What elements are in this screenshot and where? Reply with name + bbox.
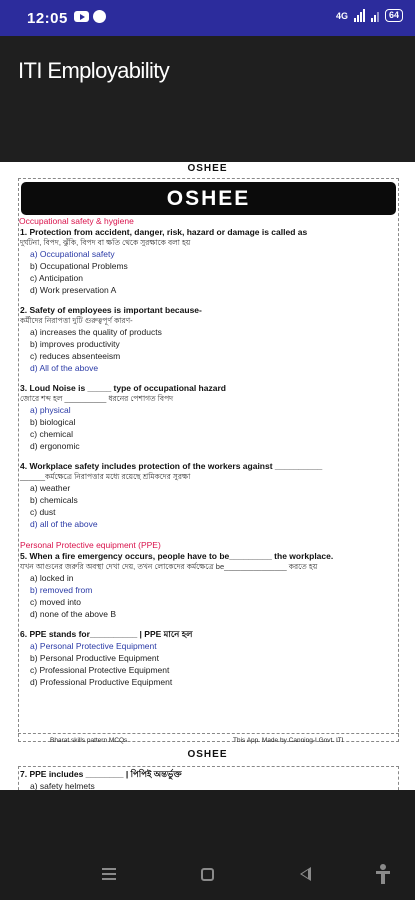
next-page-header: OSHEE <box>187 749 228 760</box>
question-translation: ______কর্মক্ষেত্রে নিরাপত্তার মধ্যে রয়েছে শ্রমিকদের সুরক্ষা <box>20 472 191 481</box>
topic-heading: Personal Protective equipment (PPE) <box>20 540 161 550</box>
option-list <box>20 640 398 688</box>
back-icon[interactable] <box>300 867 311 881</box>
answer-option: a) Personal Protective Equipment <box>30 641 157 651</box>
option: d) none of the above B <box>30 609 117 619</box>
option: c) Anticipation <box>30 273 83 283</box>
status-indicators <box>336 9 403 22</box>
option: a) safety helmets <box>30 781 95 790</box>
next-pdf-page <box>18 766 399 790</box>
option-list <box>20 404 398 452</box>
question-text: 4. Workplace safety includes protection of the workers against __________ <box>20 461 323 471</box>
status-bar <box>0 0 415 36</box>
option-list <box>20 326 398 374</box>
answer-option: a) Occupational safety <box>30 249 115 259</box>
page-header: OSHEE <box>187 163 228 174</box>
background-strip <box>0 790 415 850</box>
question-text: 1. Protection from accident, danger, risk, hazard or damage is called as <box>20 227 308 237</box>
question-translation: কর্মীদের নিরাপত্তা দুটি গুরুত্বপূর্ণ কারণ- <box>20 316 133 325</box>
option: c) chemical <box>30 429 73 439</box>
question-block <box>19 452 398 530</box>
option: c) dust <box>30 507 56 517</box>
question-text: 6. PPE stands for__________ | PPE মানে হল <box>20 629 193 639</box>
option: b) chemicals <box>30 495 78 505</box>
question-text: 5. When a fire emergency occurs, people have to be_________ the workplace. <box>20 551 334 561</box>
signal-2-icon <box>371 9 379 22</box>
answer-option: d) all of the above <box>30 519 98 529</box>
option: d) ergonomic <box>30 441 80 451</box>
question-block <box>19 374 398 452</box>
answer-option: d) All of the above <box>30 363 99 373</box>
messenger-icon <box>93 10 106 23</box>
page-footer-divider <box>18 733 399 734</box>
question-translation: দুর্ঘটনা, বিপদ, ঝুঁকি, বিপদ বা ক্ষতি থেকে সুরক্ষাকে বলা হয় <box>20 238 191 247</box>
app-title: ITI Employability <box>18 58 170 83</box>
option-list <box>20 482 398 530</box>
option: c) reduces absenteeism <box>30 351 121 361</box>
question-text: 2. Safety of employees is important because- <box>20 305 202 315</box>
pdf-viewer[interactable] <box>0 162 415 790</box>
recents-icon[interactable] <box>102 868 116 880</box>
question-translation: জোরে শব্দ হল __________ ধরনের পেশাগত বিপদ <box>20 394 174 403</box>
notification-icons <box>74 11 106 23</box>
page-banner: OSHEE <box>21 182 396 215</box>
status-time: 12:05 <box>27 10 68 27</box>
accessibility-icon[interactable] <box>376 864 390 884</box>
option: a) locked in <box>30 573 74 583</box>
question-block <box>19 227 398 296</box>
option: d) Professional Productive Equipment <box>30 677 173 687</box>
option-list <box>20 572 398 620</box>
navigation-bar <box>0 850 415 900</box>
question-text: 7. PPE includes ________ | পিপিই অন্তর্ভুক্ত <box>20 769 182 779</box>
option: c) moved into <box>30 597 82 607</box>
option-list <box>20 248 398 296</box>
option: b) Occupational Problems <box>30 261 128 271</box>
option: d) Work preservation A <box>30 285 117 295</box>
answer-option: a) physical <box>30 405 71 415</box>
question-block <box>19 620 398 688</box>
question-block <box>19 296 398 374</box>
footer-right-text: This App. Made by Canning-I Govt. ITI <box>233 737 344 744</box>
home-icon[interactable] <box>201 868 214 881</box>
option: b) improves productivity <box>30 339 120 349</box>
topic-heading: Occupational safety & hygiene <box>19 216 134 226</box>
question-list <box>19 227 398 688</box>
answer-option: b) removed from <box>30 585 93 595</box>
option: b) biological <box>30 417 76 427</box>
question-text: 3. Loud Noise is _____ type of occupational hazard <box>20 383 226 393</box>
app-bar <box>0 36 415 162</box>
option: c) Professional Protective Equipment <box>30 665 170 675</box>
youtube-icon <box>74 11 89 22</box>
footer-left-text: Bharat skills pattern MCQs <box>50 737 128 744</box>
pdf-page <box>18 178 399 742</box>
option: b) Personal Productive Equipment <box>30 653 159 663</box>
option: a) increases the quality of products <box>30 327 162 337</box>
option: a) weather <box>30 483 71 493</box>
battery-icon: 64 <box>385 9 403 22</box>
network-type-label: 4G <box>335 10 348 21</box>
question-translation: যখন আগুনের জরুরি অবস্থা দেখা দেয়, তখন লোকেদের কর্মক্ষেত্রে be_______________ করতে হয় <box>20 562 318 571</box>
question-block <box>19 530 398 620</box>
signal-icon <box>354 9 365 22</box>
